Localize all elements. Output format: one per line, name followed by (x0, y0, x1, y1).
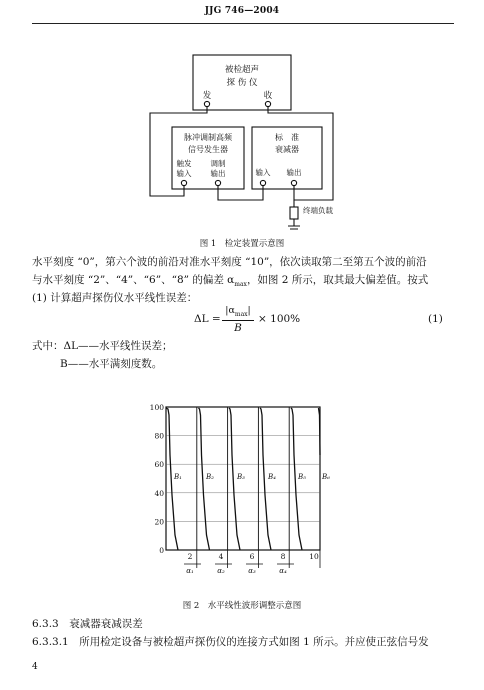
figure-2-caption: 图 2 水平线性波形调整示意图 (182, 601, 302, 611)
port-receive-label: 收 (263, 91, 273, 101)
x-tick-2: 2 (187, 552, 193, 561)
section-subclause: 6.3.3.1 所用检定设备与被检超声探伤仪的连接方式如图 1 所示。并应使正弦信号发 (32, 636, 429, 648)
x-tick-10: 10 (309, 552, 319, 561)
formula-number: (1) (428, 313, 443, 325)
alpha-label-4: α₄ (279, 567, 287, 575)
pulse-label-b2: B₂ (206, 473, 214, 481)
paragraph-line-2: 与水平刻度 “2”、“4”、“6”、“8” 的偏差 $\alpha_{max}$，如图 2 所示，取其最大偏差值。按式 (32, 274, 429, 289)
alpha-label-1: α₁ (186, 567, 194, 575)
formula-denominator: B (234, 322, 242, 334)
y-tick-60: 60 (154, 460, 164, 470)
terminal-load-label: 终端负载 (303, 206, 333, 215)
attenuator-input-label: 输入 (255, 168, 271, 177)
figure-2-waveform (0, 395, 484, 585)
page-number: 4 (32, 662, 38, 672)
paragraph-line-3: (1) 计算超声探伤仪水平线性误差： (32, 292, 198, 304)
x-tick-8: 8 (280, 552, 286, 561)
terminal-load-resistor (290, 207, 298, 219)
running-header: JJG 746—2004 (204, 6, 280, 16)
y-tick-40: 40 (154, 488, 164, 498)
where-clause-1: 式中：ΔL——水平线性误差； (32, 340, 173, 352)
y-tick-80: 80 (154, 431, 164, 441)
attenuator-output-label: 输出 (286, 168, 302, 177)
alpha-label-2: α₂ (217, 567, 225, 575)
y-tick-0: 0 (159, 546, 164, 555)
pulse-label-b5: B₅ (298, 473, 306, 481)
attenuator-label-line1: 标 准 (275, 133, 299, 142)
generator-label-line1: 脉冲调制高频 (184, 133, 232, 142)
mod-label-1: 调制 (210, 159, 226, 168)
figure-1-diagram (0, 0, 484, 240)
pulse-label-b1: B₁ (174, 473, 182, 481)
device-label-line1: 被检超声 (224, 65, 260, 75)
trigger-label-2: 输入 (176, 169, 192, 178)
x-tick-6: 6 (249, 552, 255, 561)
formula-numerator: $|\alpha_{max}|$ (225, 305, 251, 318)
attenuator-label-line2: 衰减器 (275, 145, 299, 154)
mod-label-2: 输出 (210, 169, 226, 178)
formula-lhs: ΔL = (194, 313, 221, 325)
fraction-bar (222, 320, 254, 321)
y-tick-100: 100 (149, 403, 164, 412)
trigger-label-1: 触发 (176, 159, 192, 168)
pulse-label-b6: B₆ (322, 473, 330, 481)
x-tick-4: 4 (218, 552, 224, 561)
port-send-label: 发 (202, 91, 212, 101)
alpha-label-3: α₃ (248, 567, 256, 575)
where-clause-2: B——水平满刻度数。 (60, 358, 163, 370)
pulse-label-b3: B₃ (237, 473, 245, 481)
y-tick-20: 20 (154, 517, 164, 527)
section-heading: 6.3.3 衰减器衰减误差 (32, 618, 143, 630)
formula-rhs: × 100% (258, 313, 301, 325)
paragraph-line-1: 水平刻度 “0”，第六个波的前沿对准水平刻度 “10”，依次读取第二至第五个波的前沿 (32, 256, 427, 268)
generator-label-line2: 信号发生器 (188, 145, 228, 154)
pulse-label-b4: B₄ (268, 473, 276, 481)
figure-1-caption: 图 1 检定装置示意图 (199, 239, 285, 249)
device-label-line2: 探 伤 仪 (226, 78, 258, 88)
